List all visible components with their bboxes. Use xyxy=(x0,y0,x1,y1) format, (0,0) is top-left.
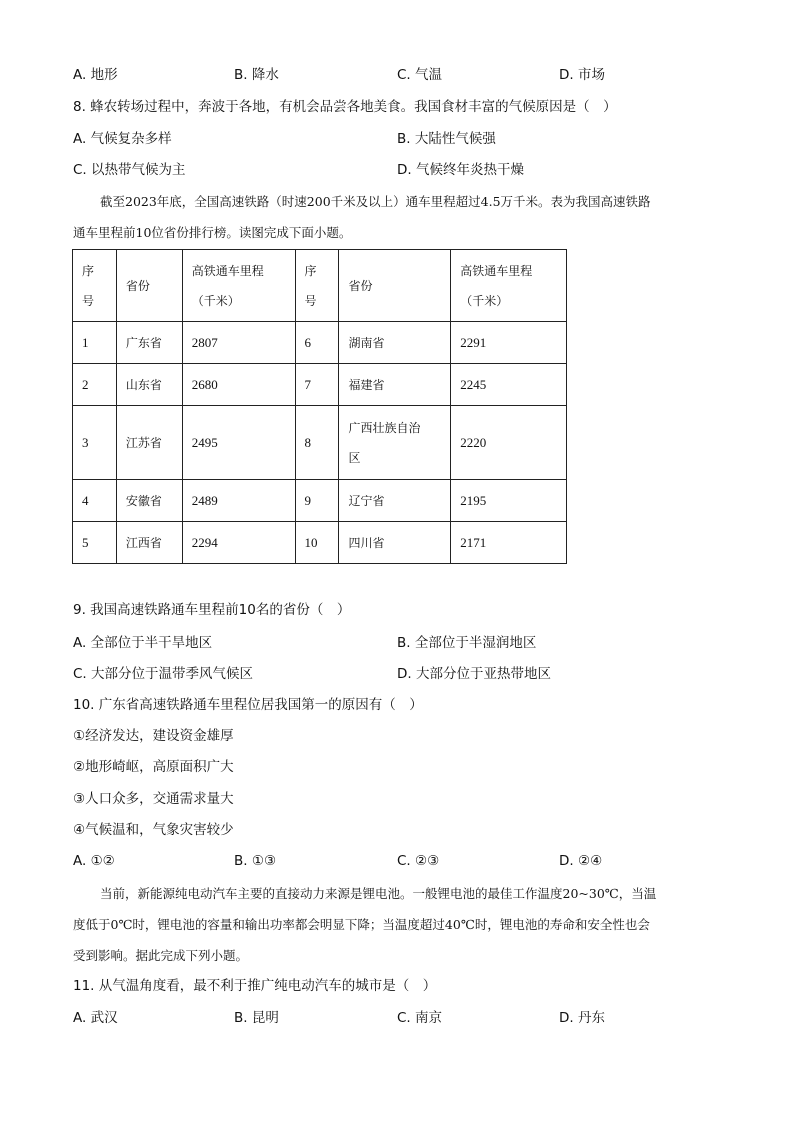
province-cell: 江西省 xyxy=(116,522,182,564)
province-cell: 福建省 xyxy=(339,364,451,406)
mileage-cell: 2171 xyxy=(451,522,567,564)
header-seq-2: 序 号 xyxy=(295,250,339,322)
q10-item-2: ②地形崎岖，高原面积广大 xyxy=(73,759,234,775)
q9-option-c: C. 大部分位于温带季风气候区 xyxy=(73,666,254,682)
mileage-cell: 2807 xyxy=(182,322,295,364)
railway-mileage-table xyxy=(72,249,567,564)
province-cell: 安徽省 xyxy=(116,480,182,522)
q8-stem: 8. 蜂农转场过程中，奔波于各地，有机会品尝各地美食。我国食材丰富的气候原因是（ ） xyxy=(73,99,617,115)
q11-option-d: D. 丹东 xyxy=(559,1010,605,1026)
rank-cell: 3 xyxy=(73,406,117,480)
q8-option-d: D. 气候终年炎热干燥 xyxy=(397,162,524,178)
mileage-cell: 2195 xyxy=(451,480,567,522)
province-cell: 广西壮族自治 区 xyxy=(339,406,451,480)
table-row xyxy=(73,480,567,522)
rank-cell: 2 xyxy=(73,364,117,406)
q10-option-c: C. ②③ xyxy=(397,853,440,869)
passage-battery xyxy=(73,878,723,971)
q7-option-d: D. 市场 xyxy=(559,67,605,83)
q11-option-b: B. 昆明 xyxy=(234,1010,279,1026)
province-cell: 湖南省 xyxy=(339,322,451,364)
province-cell: 山东省 xyxy=(116,364,182,406)
q10-item-4: ④气候温和，气象灾害较少 xyxy=(73,822,234,838)
header-mileage: 高铁通车里程 （千米） xyxy=(182,250,295,322)
q9-stem: 9. 我国高速铁路通车里程前10名的省份（ ） xyxy=(73,602,351,618)
mileage-cell: 2245 xyxy=(451,364,567,406)
q9-option-b: B. 全部位于半湿润地区 xyxy=(397,635,537,651)
province-cell: 江苏省 xyxy=(116,406,182,480)
table-row xyxy=(73,406,567,480)
passage-railway-line-2: 通车里程前10位省份排行榜。读图完成下面小题。 xyxy=(73,225,352,240)
q10-item-1: ①经济发达，建设资金雄厚 xyxy=(73,728,234,744)
q9-option-d: D. 大部分位于亚热带地区 xyxy=(397,666,551,682)
rank-cell: 7 xyxy=(295,364,339,406)
table-row xyxy=(73,322,567,364)
mileage-cell: 2489 xyxy=(182,480,295,522)
province-cell: 辽宁省 xyxy=(339,480,451,522)
header-seq: 序 号 xyxy=(73,250,117,322)
rank-cell: 6 xyxy=(295,322,339,364)
header-mileage-2: 高铁通车里程 （千米） xyxy=(451,250,567,322)
passage-battery-line-2: 度低于0℃时，锂电池的容量和输出功率都会明显下降；当温度超过40℃时，锂电池的寿命和安全性也会 xyxy=(73,917,650,932)
mileage-cell: 2291 xyxy=(451,322,567,364)
q7-option-c: C. 气温 xyxy=(397,67,443,83)
province-cell: 广东省 xyxy=(116,322,182,364)
q8-option-c: C. 以热带气候为主 xyxy=(73,162,186,178)
q11-stem: 11. 从气温角度看，最不利于推广纯电动汽车的城市是（ ） xyxy=(73,978,437,994)
q7-option-b: B. 降水 xyxy=(234,67,279,83)
passage-railway-line-1: 截至2023年底，全国高速铁路（时速200千米及以上）通车里程超过4.5万千米。表为我国高速铁路 xyxy=(100,194,651,209)
rank-cell: 4 xyxy=(73,480,117,522)
q10-option-b: B. ①③ xyxy=(234,853,277,869)
q11-option-a: A. 武汉 xyxy=(73,1010,118,1026)
q9-option-a: A. 全部位于半干旱地区 xyxy=(73,635,213,651)
passage-railway xyxy=(73,186,723,248)
rank-cell: 9 xyxy=(295,480,339,522)
passage-battery-line-3: 受到影响。据此完成下列小题。 xyxy=(73,948,249,963)
rank-cell: 8 xyxy=(295,406,339,480)
q7-option-a: A. 地形 xyxy=(73,67,118,83)
header-province-2: 省份 xyxy=(339,250,451,322)
passage-battery-line-1: 当前，新能源纯电动汽车主要的直接动力来源是锂电池。一般锂电池的最佳工作温度20~30℃，当温 xyxy=(100,886,657,901)
header-province: 省份 xyxy=(116,250,182,322)
q8-option-b: B. 大陆性气候强 xyxy=(397,131,496,147)
mileage-cell: 2294 xyxy=(182,522,295,564)
q10-stem: 10. 广东省高速铁路通车里程位居我国第一的原因有（ ） xyxy=(73,697,423,713)
province-cell: 四川省 xyxy=(339,522,451,564)
mileage-cell: 2220 xyxy=(451,406,567,480)
mileage-cell: 2495 xyxy=(182,406,295,480)
table-header-row xyxy=(73,250,567,322)
mileage-cell: 2680 xyxy=(182,364,295,406)
q10-option-a: A. ①② xyxy=(73,853,115,869)
q8-option-a: A. 气候复杂多样 xyxy=(73,131,172,147)
table-row xyxy=(73,522,567,564)
q11-option-c: C. 南京 xyxy=(397,1010,443,1026)
rank-cell: 1 xyxy=(73,322,117,364)
table-row xyxy=(73,364,567,406)
rank-cell: 10 xyxy=(295,522,339,564)
q10-item-3: ③人口众多，交通需求量大 xyxy=(73,791,234,807)
rank-cell: 5 xyxy=(73,522,117,564)
q10-option-d: D. ②④ xyxy=(559,853,603,869)
